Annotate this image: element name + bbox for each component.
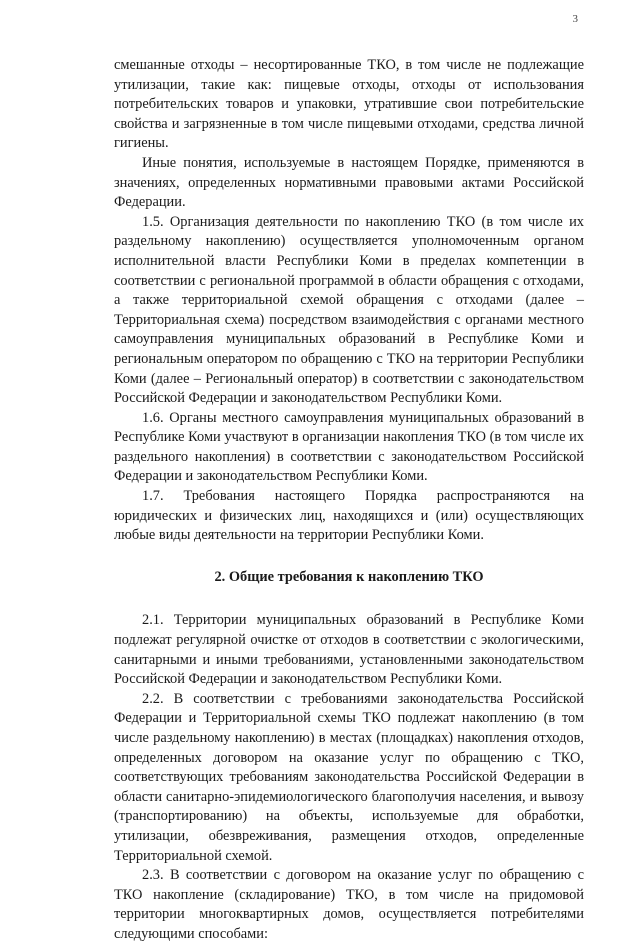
paragraph-2-1: 2.1. Территории муниципальных образований в Республике Коми подлежат регулярной очистке от отходов в соответствии с экологическими, санитарными и иными требованиями, установленными законодательством Российской Федерации и законодательством Республики Коми. <box>114 612 584 688</box>
section-heading: 2. Общие требования к накоплению ТКО <box>214 568 484 585</box>
paragraph-2-2: 2.2. В соответствии с требованиями законодательства Российской Федерации и Территориальной схемы ТКО подлежат накоплению (в том числе раздельному накоплению) в местах (площадках) накопления отходов, определенных договором на оказание услуг по обращению с ТКО, соответствующих требованиям законодательства Российской Федерации в области санитарно-эпидемиологического благополучия населения, и вывозу (транспортированию) на объекты, используемые для обработки, утилизации, обезвреживания, размещения отходов, определенные Территориальной схемой. <box>114 690 584 864</box>
document-body <box>114 56 584 945</box>
paragraph-1-5: 1.5. Организация деятельности по накоплению ТКО (в том числе их раздельному накоплению) осуществляется уполномоченным органом исполнительной власти Республики Коми в пределах компетенции в соответствии с региональной программой в области обращения с отходами, а также территориальной схемой обращения с отходами (далее – Территориальная схема) посредством взаимодействия с органами местного самоуправления муниципальных образований в Республике Коми и региональным оператором по обращению с ТКО на территории Республики Коми (далее – Региональный оператор) в соответствии с законодательством Российской Федерации и законодательством Республики Коми. <box>114 213 584 407</box>
paragraph-1-7: 1.7. Требования настоящего Порядка распространяются на юридических и физических лиц, находящихся и (или) осуществляющих любые виды деятельности на территории Республики Коми. <box>114 488 584 544</box>
page-number: 3 <box>572 13 578 25</box>
paragraph-other-terms: Иные понятия, используемые в настоящем Порядке, применяются в значениях, определенных нормативными правовыми актами Российской Федерации. <box>114 154 584 211</box>
paragraph-mixed-waste-definition: смешанные отходы – несортированные ТКО, в том числе не подлежащие утилизации, такие как: пищевые отходы, отходы от использования потребительских товаров и упаковки, утратившие свои потребительские свойства и загрязненные в том числе пищевыми отходами, средства личной гигиены. <box>114 57 584 152</box>
paragraph-2-3: 2.3. В соответствии с договором на оказание услуг по обращению с ТКО накопление (складирование) ТКО, в том числе на придомовой территории многоквартирных домов, осуществляется потребителями следующими способами: <box>114 867 584 942</box>
paragraph-1-6: 1.6. Органы местного самоуправления муниципальных образований в Республике Коми участвуют в организации накопления ТКО (в том числе их раздельного накопления) в соответствии с законодательством Российской Федерации и законодательством Республики Коми. <box>114 409 584 485</box>
